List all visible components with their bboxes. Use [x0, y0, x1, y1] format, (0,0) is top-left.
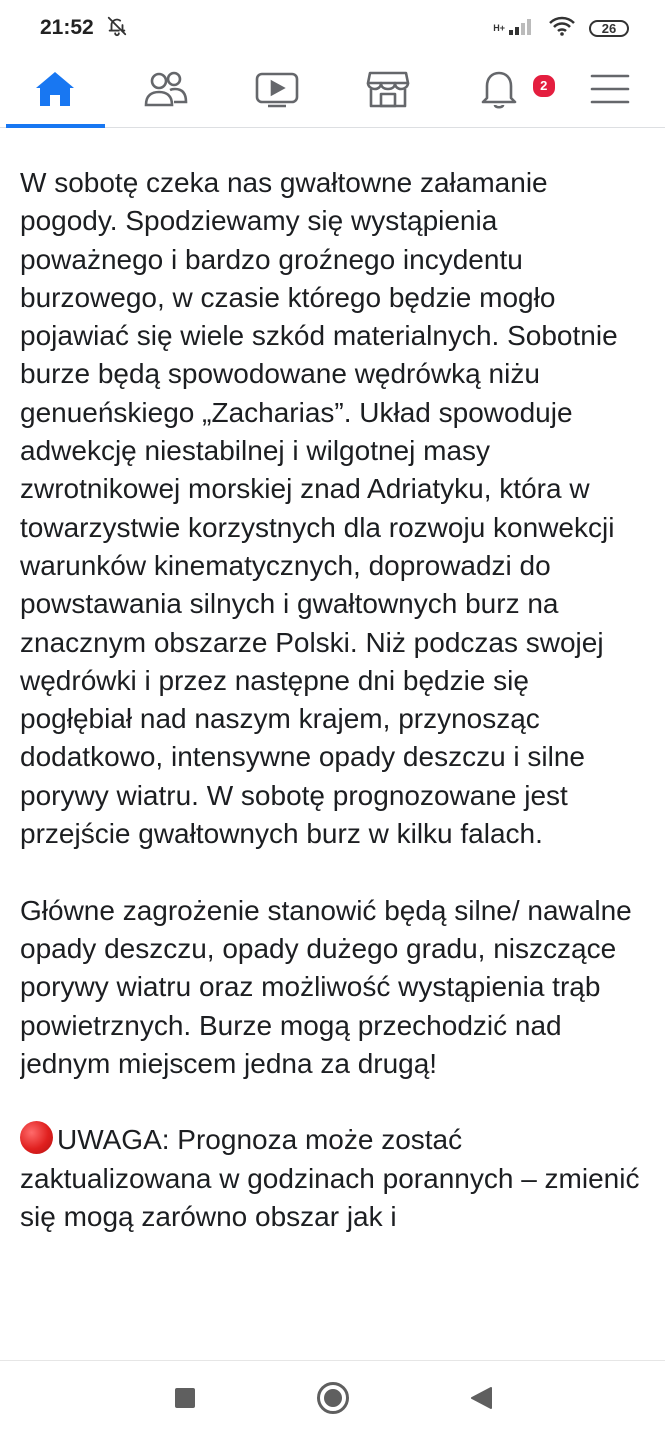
post-paragraph-warning — [20, 1121, 645, 1236]
bell-off-icon — [106, 15, 128, 42]
post-paragraph: W sobotę czeka nas gwałtowne załamanie pogody. Spodziewamy się wystąpienia poważnego i bardzo groźnego incydentu burzowego, w czasie którego będzie mogło pojawiać się wiele szkód materialnych. Sobotnie burze będą spowodowane wędrówką niżu genueńskiego „Zacharias”. Układ spowoduje adwekcję niestabilnej i wilgotnej masy zwrotnikowej morskiej znad Adriatyku, która w towarzystwie korzystnych dla rozwoju konwekcji warunków kinematycznych, doprowadzi do powstawania silnych i gwałtownych burz na znacznym obszarze Polski. Niż podczas swojej wędrówki i przez następne dni będzie się pogłębiał nad naszym krajem, przynosząc dodatkowo, intensywne opady deszczu i silne porywy wiatru. W sobotę prognozowane jest przejście gwałtownych burz w kilku falach. — [20, 167, 618, 850]
store-icon — [365, 69, 411, 114]
tab-home[interactable] — [0, 56, 111, 127]
recents-button[interactable] — [165, 1381, 205, 1421]
warning-text: UWAGA: Prognoza może zostać zaktualizowana w godzinach porannych – zmienić się mogą zarówno obszar jak i — [20, 1124, 640, 1233]
tab-marketplace[interactable] — [332, 56, 443, 127]
battery-icon: 26 — [589, 20, 629, 37]
back-button[interactable] — [461, 1381, 501, 1421]
system-nav-bar — [0, 1360, 665, 1440]
back-triangle-icon — [470, 1386, 492, 1415]
home-icon — [33, 69, 77, 114]
video-icon — [254, 69, 300, 114]
bell-wrap — [469, 67, 548, 117]
post-text — [20, 164, 645, 1360]
red-circle-icon — [20, 1121, 53, 1154]
tab-notifications[interactable] — [443, 56, 554, 127]
status-right — [493, 16, 629, 41]
tab-watch[interactable] — [222, 56, 333, 127]
status-bar — [0, 0, 665, 56]
system-home-button[interactable] — [313, 1381, 353, 1421]
notification-badge: 2 — [531, 73, 557, 99]
recents-square-icon — [174, 1387, 196, 1414]
home-circle-icon — [316, 1381, 350, 1420]
bell-icon — [479, 68, 519, 115]
network-type: H+ — [493, 22, 505, 33]
tab-menu[interactable] — [554, 56, 665, 127]
tab-friends[interactable] — [111, 56, 222, 127]
status-time: 21:52 — [40, 16, 94, 39]
main-nav — [0, 56, 665, 128]
hamburger-menu-icon — [590, 72, 630, 111]
wifi-icon — [549, 16, 575, 41]
signal-icon — [509, 17, 535, 40]
post-paragraph: Główne zagrożenie stanowić będą silne/ nawalne opady deszczu, opady dużego gradu, niszczące porywy wiatru oraz możliwość wystąpienia trąb powietrznych. Burze mogą przechodzić nad jednym miejscem jedna za drugą! — [20, 894, 632, 1079]
friends-icon — [142, 69, 190, 114]
status-left — [40, 15, 128, 42]
